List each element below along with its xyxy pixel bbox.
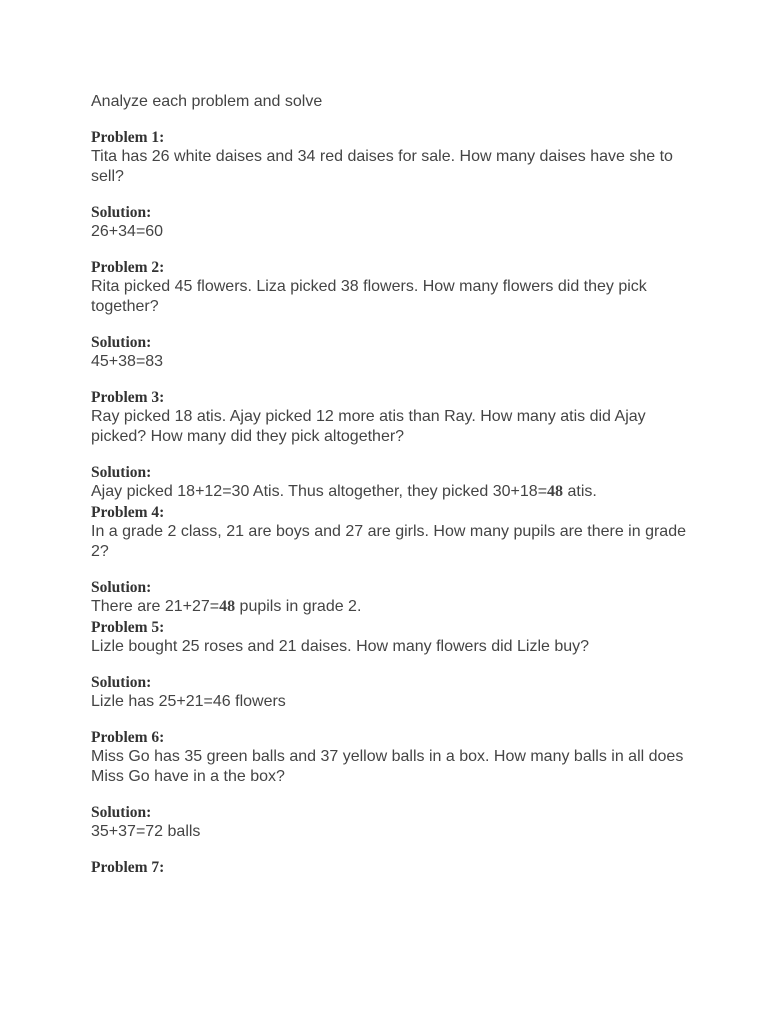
- solution-1-text: [91, 222, 691, 242]
- problem-2-text: Rita picked 45 flowers. Liza picked 38 flowers. How many flowers did they pick together?: [91, 278, 647, 315]
- problem-6-label: Problem 6:: [91, 729, 165, 746]
- solution-5: [91, 673, 691, 712]
- problem-1: [91, 128, 691, 187]
- problem-6-text: Miss Go has 35 green balls and 37 yellow balls in a box. How many balls in all does Miss Go have in a the box?: [91, 748, 684, 785]
- worksheet-page: [91, 92, 691, 877]
- problem-6: [91, 728, 691, 787]
- problem-4-label: Problem 4:: [91, 504, 165, 521]
- solution-5-text: [91, 692, 691, 712]
- solution-4-before: There are 21+27=: [91, 598, 220, 615]
- solution-6: [91, 803, 691, 842]
- problem-3: [91, 388, 691, 447]
- problem-5-label: Problem 5:: [91, 619, 165, 636]
- problem-2-label: Problem 2:: [91, 259, 165, 276]
- solution-3-label: Solution:: [91, 464, 152, 481]
- solution-4-after: pupils in grade 2.: [235, 598, 362, 615]
- solution-3: [91, 463, 691, 502]
- solution-6-before: 35+37=72 balls: [91, 823, 201, 840]
- problem-1-text: Tita has 26 white daises and 34 red daises for sale. How many daises have she to sell?: [91, 148, 673, 185]
- solution-1-label: Solution:: [91, 204, 152, 221]
- solution-3-bold: 48: [547, 483, 564, 500]
- solution-1: [91, 203, 691, 242]
- solution-3-text: [91, 482, 691, 502]
- problem-4-text: In a grade 2 class, 21 are boys and 27 are girls. How many pupils are there in grade 2?: [91, 523, 686, 560]
- solution-1-before: 26+34=60: [91, 223, 164, 240]
- solution-4-text: [91, 597, 691, 617]
- solution-4-bold: 48: [219, 598, 236, 615]
- solution-3-before: Ajay picked 18+12=30 Atis. Thus altogether, they picked 30+18=: [91, 483, 548, 500]
- solution-2-before: 45+38=83: [91, 353, 164, 370]
- problem-2: [91, 258, 691, 317]
- solution-6-text: [91, 822, 691, 842]
- solution-5-label: Solution:: [91, 674, 152, 691]
- problem-4: [91, 503, 691, 562]
- solution-5-before: Lizle has 25+21=46 flowers: [91, 693, 286, 710]
- solution-4: [91, 578, 691, 617]
- solution-3-after: atis.: [563, 483, 597, 500]
- solution-6-label: Solution:: [91, 804, 152, 821]
- solution-2: [91, 333, 691, 372]
- problem-7: [91, 858, 691, 877]
- intro-text: Analyze each problem and solve: [91, 93, 323, 110]
- solution-4-label: Solution:: [91, 579, 152, 596]
- problem-7-label: Problem 7:: [91, 859, 165, 876]
- problem-5-text: Lizle bought 25 roses and 21 daises. How many flowers did Lizle buy?: [91, 638, 590, 655]
- solution-2-label: Solution:: [91, 334, 152, 351]
- problem-5: [91, 618, 691, 657]
- problem-3-text: Ray picked 18 atis. Ajay picked 12 more atis than Ray. How many atis did Ajay picked? How many did they pick altogether?: [91, 408, 646, 445]
- solution-2-text: [91, 352, 691, 372]
- problem-1-label: Problem 1:: [91, 129, 165, 146]
- problem-3-label: Problem 3:: [91, 389, 165, 406]
